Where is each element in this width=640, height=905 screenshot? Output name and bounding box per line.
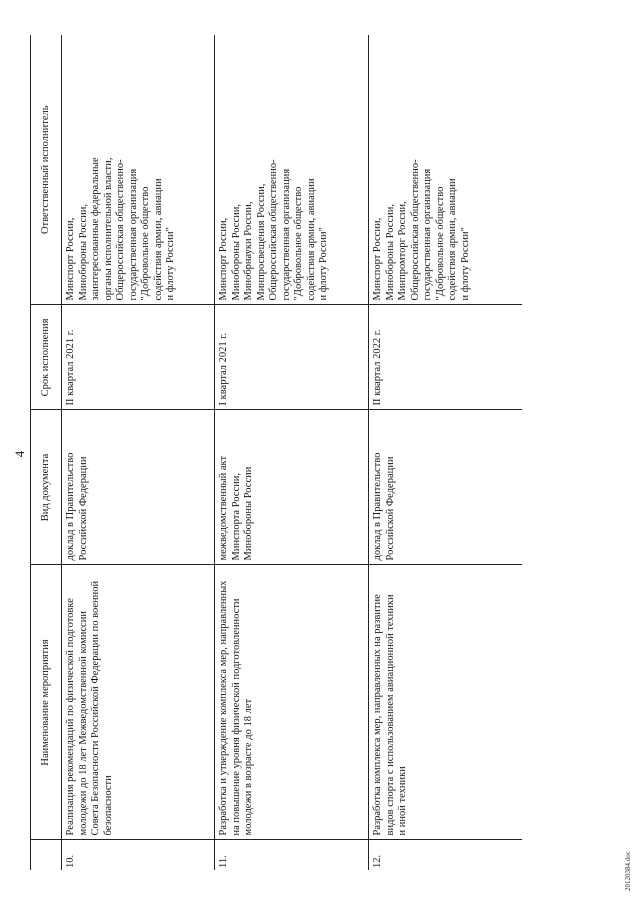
header-doc: Вид документа <box>31 410 62 565</box>
row-term: II квартал 2022 г. <box>369 305 523 410</box>
row-doc: межведомственный акт Минспорта России, Минобороны России <box>215 410 369 565</box>
row-exec: Минспорт России, Минобороны России, Минобрнауки России, Минпросвещения России, Общероссийская общественно- государственная организация "Добровольное общество содействия армии, авиации и флоту России" <box>215 35 369 305</box>
page-number: 4 <box>12 450 27 458</box>
document-filename: 20120384.doc <box>624 851 632 891</box>
row-exec: Минспорт России, Минобороны России, Минпромторг России, Общероссийская общественно- государственная организация "Добровольное общество содействия армии, авиации и флоту России" <box>369 35 523 305</box>
row-term: I квартал 2021 г. <box>215 305 369 410</box>
table-header-row <box>31 35 62 870</box>
table-row <box>215 35 369 870</box>
header-num <box>31 840 62 870</box>
action-plan-table <box>30 35 522 870</box>
row-exec: Минспорт России, Минобороны России, заинтересованные федеральные органы исполнительной власти, Общероссийская общественно- государственная организация "Добровольное общество содействия армии, авиации и флоту России" <box>62 35 215 305</box>
row-doc: доклад в Правительство Российской Федерации <box>62 410 215 565</box>
row-number: 11. <box>215 840 369 870</box>
row-name: Разработка и утверждение комплекса мер, направленных на повышение уровня физической подготовленности молодежи в возрасте до 18 лет <box>215 565 369 840</box>
row-term: II квартал 2021 г. <box>62 305 215 410</box>
row-doc: доклад в Правительство Российской Федерации <box>369 410 523 565</box>
row-name: Разработка комплекса мер, направленных на развитие видов спорта с использованием авиационной техники и иной техники <box>369 565 523 840</box>
row-name: Реализация рекомендаций по физической подготовке молодежи до 18 лет Межведомственной комиссии Совета Безопасности Российской Федерации по военной безопасности <box>62 565 215 840</box>
row-number: 10. <box>62 840 215 870</box>
header-name: Наименование мероприятия <box>31 565 62 840</box>
row-number: 12. <box>369 840 523 870</box>
header-term: Срок исполнения <box>31 305 62 410</box>
table-row <box>62 35 215 870</box>
header-exec: Ответственный исполнитель <box>31 35 62 305</box>
table-row <box>369 35 523 870</box>
